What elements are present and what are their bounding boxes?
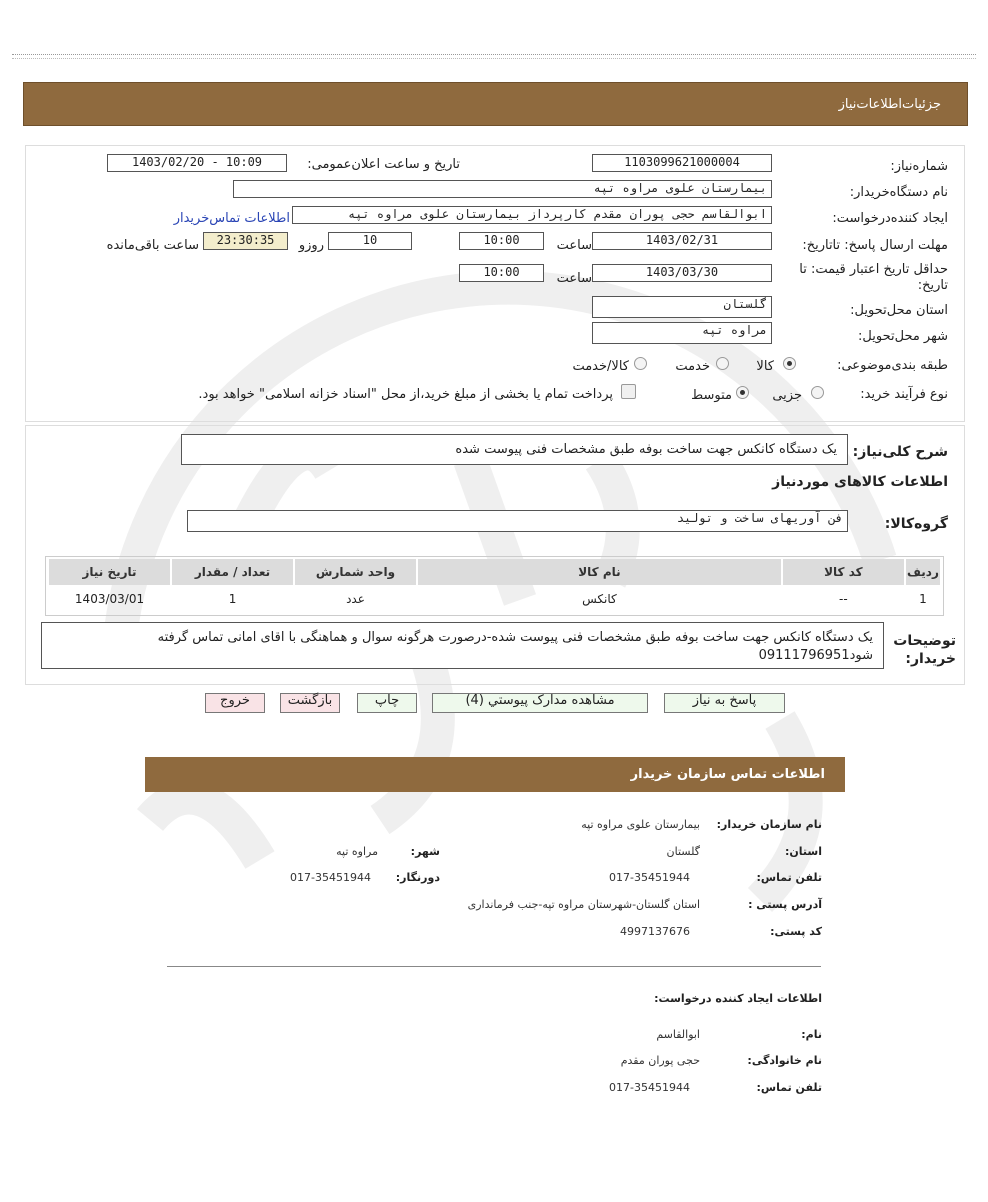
col-header-code: کد کالا [783,559,904,585]
category-service-radio[interactable] [716,357,729,370]
deadline-date-field: 1403/02/31 [592,232,772,250]
creator-family-value: حجی پوران مقدم [620,1054,700,1067]
org-name-label: نام سازمان خریدار: [716,818,822,831]
province-label: استان محل‌تحویل: [850,303,948,318]
goods-group-label: گروه‌کالا: [884,516,948,532]
contact-city-label: شهر: [410,845,440,858]
contact-province-value: گلستان [666,845,700,858]
cell-quantity: 1 [228,592,237,606]
city-field: مراوه تپه [592,322,772,344]
need-number-label: شماره‌نیاز: [890,159,948,174]
process-minor-radio[interactable] [811,386,824,399]
col-header-row-number: ردیف [906,559,940,585]
items-table [47,557,942,613]
goods-group-field: فن آوریهای ساخت و تولید [187,510,848,532]
summary-field: یک دستگاه کانکس جهت ساخت بوفه طبق مشخصات فنی پیوست شده [181,434,848,465]
cell-name: کانکس [582,592,617,606]
validity-label: حداقل تاریخ اعتبار قیمت: تا [799,262,948,277]
buyer-field: بیمارستان علوی مراوه تپه [233,180,772,198]
buyer-notes-field: یک دستگاه کانکس جهت ساخت بوفه طبق مشخصات فنی پیوست شده-درصورت هرگونه سوال و هماهنگی با اقای امانی تماس گرفته شود09111796951 [41,622,884,669]
category-goods-radio[interactable] [783,357,796,370]
creator-info-title: اطلاعات ایجاد کننده درخواست: [654,992,822,1005]
deadline-label: مهلت ارسال پاسخ: تاتاریخ: [802,238,948,253]
cell-row-number: 1 [919,592,927,606]
exit-button[interactable]: خروج [205,693,265,713]
remaining-label: ساعت باقی‌مانده [106,238,199,253]
days-label: روزو [298,238,324,253]
back-button[interactable]: بازگشت [280,693,340,713]
category-goods-service-label: کالا/خدمت [572,359,629,374]
creator-name-value: ابوالقاسم [656,1028,700,1041]
process-medium-radio[interactable] [736,386,749,399]
payment-note: پرداخت تمام یا بخشی از مبلغ خرید،از محل "اسناد خزانه اسلامی" خواهد بود. [198,387,613,402]
validity-time-label: ساعت [556,271,592,286]
contact-postal-label: کد پستی: [770,925,822,938]
view-attachments-button[interactable]: مشاهده مدارک پیوستي (4) [432,693,648,713]
buyer-label: نام دستگاه‌خریدار: [849,185,948,200]
items-table-header-row [49,559,940,585]
col-header-quantity: تعداد / مقدار [172,559,293,585]
creator-phone-label: تلفن تماس: [756,1081,822,1094]
top-divider [12,54,976,55]
contact-address-value: استان گلستان-شهرستان مراوه تپه-جنب فرمانداری [467,898,700,911]
cell-unit: عدد [346,592,365,606]
contact-phone-value: 017-35451944 [609,871,690,884]
category-goods-label: کالا [756,359,774,374]
contact-address-label: آدرس پستی : [748,898,822,911]
category-goods-service-radio[interactable] [634,357,647,370]
deadline-time-label: ساعت [556,238,592,253]
category-label: طبقه بندی‌موضوعی: [837,358,948,373]
buyer-contact-link[interactable]: اطلاعات تماس‌خریدار [173,211,290,226]
announce-field: 1403/02/20 - 10:09 [107,154,287,172]
deadline-time-field: 10:00 [459,232,544,250]
contact-phone-label: تلفن تماس: [756,871,822,884]
contact-province-label: استان: [785,845,822,858]
treasury-payment-checkbox[interactable] [621,384,636,399]
need-number-field: 1103099621000004 [592,154,772,172]
city-label: شهر محل‌تحویل: [858,329,948,344]
validity-date-field: 1403/03/30 [592,264,772,282]
cell-code: -- [839,592,848,606]
creator-field: ابوالقاسم حجی پوران مقدم کارپرداز بیمارستان علوی مراوه تپه [292,206,772,224]
creator-name-label: نام: [801,1028,822,1041]
table-row [49,587,940,611]
col-header-need-date: تاریخ نیاز [49,559,170,585]
page-header-bar [23,82,968,126]
top-divider-2 [12,58,976,59]
buyer-contact-title: اطلاعات تماس سازمان خریدار [630,767,825,782]
process-medium-label: متوسط [691,388,732,403]
buyer-notes-label: توضیحات خریدار: [893,633,956,667]
buyer-contact-header [145,757,845,792]
remaining-time-field: 23:30:35 [203,232,288,250]
creator-family-label: نام خانوادگی: [747,1054,822,1067]
creator-label: ایجاد کننده‌درخواست: [832,211,948,226]
summary-label: شرح کلی‌نیاز: [852,444,948,460]
creator-phone-value: 017-35451944 [609,1081,690,1094]
announce-label: تاریخ و ساعت اعلان‌عمومی: [307,157,460,172]
cell-need-date: 1403/03/01 [74,592,145,606]
contact-fax-label: دورنگار: [395,871,440,884]
contact-fax-value: 017-35451944 [290,871,371,884]
category-service-label: خدمت [675,359,710,374]
contact-city-value: مراوه تپه [336,845,378,858]
validity-time-field: 10:00 [459,264,544,282]
process-minor-label: جزیی [772,388,802,403]
province-field: گلستان [592,296,772,318]
process-label: نوع فرآیند خرید: [860,387,948,402]
col-header-unit: واحد شمارش [295,559,416,585]
print-button[interactable]: چاپ [357,693,417,713]
validity-label-2: تاریخ: [917,278,948,293]
days-field: 10 [328,232,412,250]
contact-divider [167,966,821,967]
org-name-value: بیمارستان علوی مراوه تپه [581,818,700,831]
page-title: جزئیات‌اطلاعات‌نیاز [838,97,941,112]
col-header-name: نام کالا [418,559,781,585]
respond-button[interactable]: پاسخ به نیاز [664,693,785,713]
contact-postal-value: 4997137676 [620,925,690,938]
goods-info-title: اطلاعات کالاهای موردنیاز [772,474,948,490]
